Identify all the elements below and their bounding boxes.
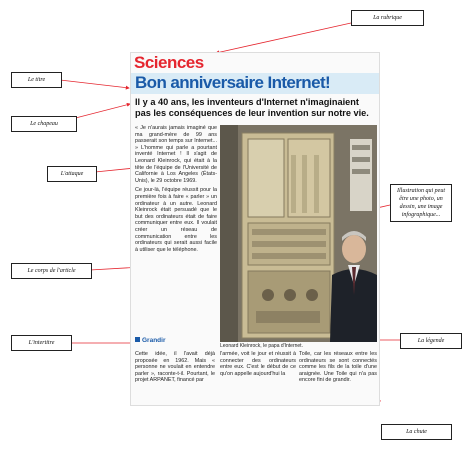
- intertitre-text: Grandir: [142, 337, 166, 344]
- photo-illustration: [220, 125, 377, 342]
- square-bullet-icon: [135, 337, 140, 342]
- article-page: [130, 52, 380, 406]
- rubrique-heading: Sciences: [134, 53, 204, 72]
- article-title: Bon anniversaire Internet!: [135, 73, 331, 92]
- intertitre: [135, 337, 217, 344]
- label-intertitre: L'intertitre: [11, 335, 72, 351]
- body-paragraph: Ce jour-là, l'équipe réussit pour la première fois à faire « parler » un ordinateur à un autre. Leonard Kleinrock était persuadé que le but des ordinateurs était de faire communiquer entre eux. Il voulait créer un réseau de communication entre les ordinateurs qui serait aussi facile à utiliser que le téléphone.: [135, 187, 217, 253]
- article-body-bottom-1: Cette idée, il l'avait déjà proposée en 1962. Mais « personne ne voulait en entendre parler », raconte-t-il. Pourtant, le projet ARPANET, financé par: [135, 351, 215, 384]
- article-body-column-1: [135, 125, 217, 256]
- label-titre: Le titre: [11, 72, 62, 88]
- article-photo: [220, 125, 377, 342]
- attaque-paragraph: « Je n'aurais jamais imaginé que ma grand-mère de 99 ans passerait son temps sur Internet... » L'homme qui parle a pourtant inventé Internet ! Il s'agit de Leonard Kleinrock, qui était à la tête de l'équipe de l'Université de Californie à Los Angeles (États-Unis), le 29 octobre 1969.: [135, 125, 217, 184]
- label-chute: La chute: [381, 424, 452, 440]
- label-rubrique: La rubrique: [351, 10, 424, 26]
- label-corps: Le corps de l'article: [11, 263, 92, 279]
- label-attaque: L'attaque: [47, 166, 97, 182]
- article-chute: Toile, car les réseaux entre les ordinateurs se sont connectés comme les fils de la toile d'une araignée. Une Toile qui n'a pas encore fini de grandir.: [299, 351, 377, 384]
- article-lead: Il y a 40 ans, les inventeurs d'Internet n'imaginaient pas les conséquences de leur invention sur notre vie.: [135, 97, 369, 118]
- article-body-bottom-2: l'armée, voit le jour et réussit à connecter des ordinateurs entre eux. C'est le début de ce qu'on appelle aujourd'hui la: [220, 351, 296, 377]
- label-legende: La légende: [400, 333, 462, 349]
- photo-caption: Leonard Kleinrock, le papa d'Internet.: [220, 343, 303, 349]
- label-chapeau: Le chapeau: [11, 116, 77, 132]
- label-illustration: Illustration qui peut être une photo, un dessin, une image infographique...: [390, 184, 452, 222]
